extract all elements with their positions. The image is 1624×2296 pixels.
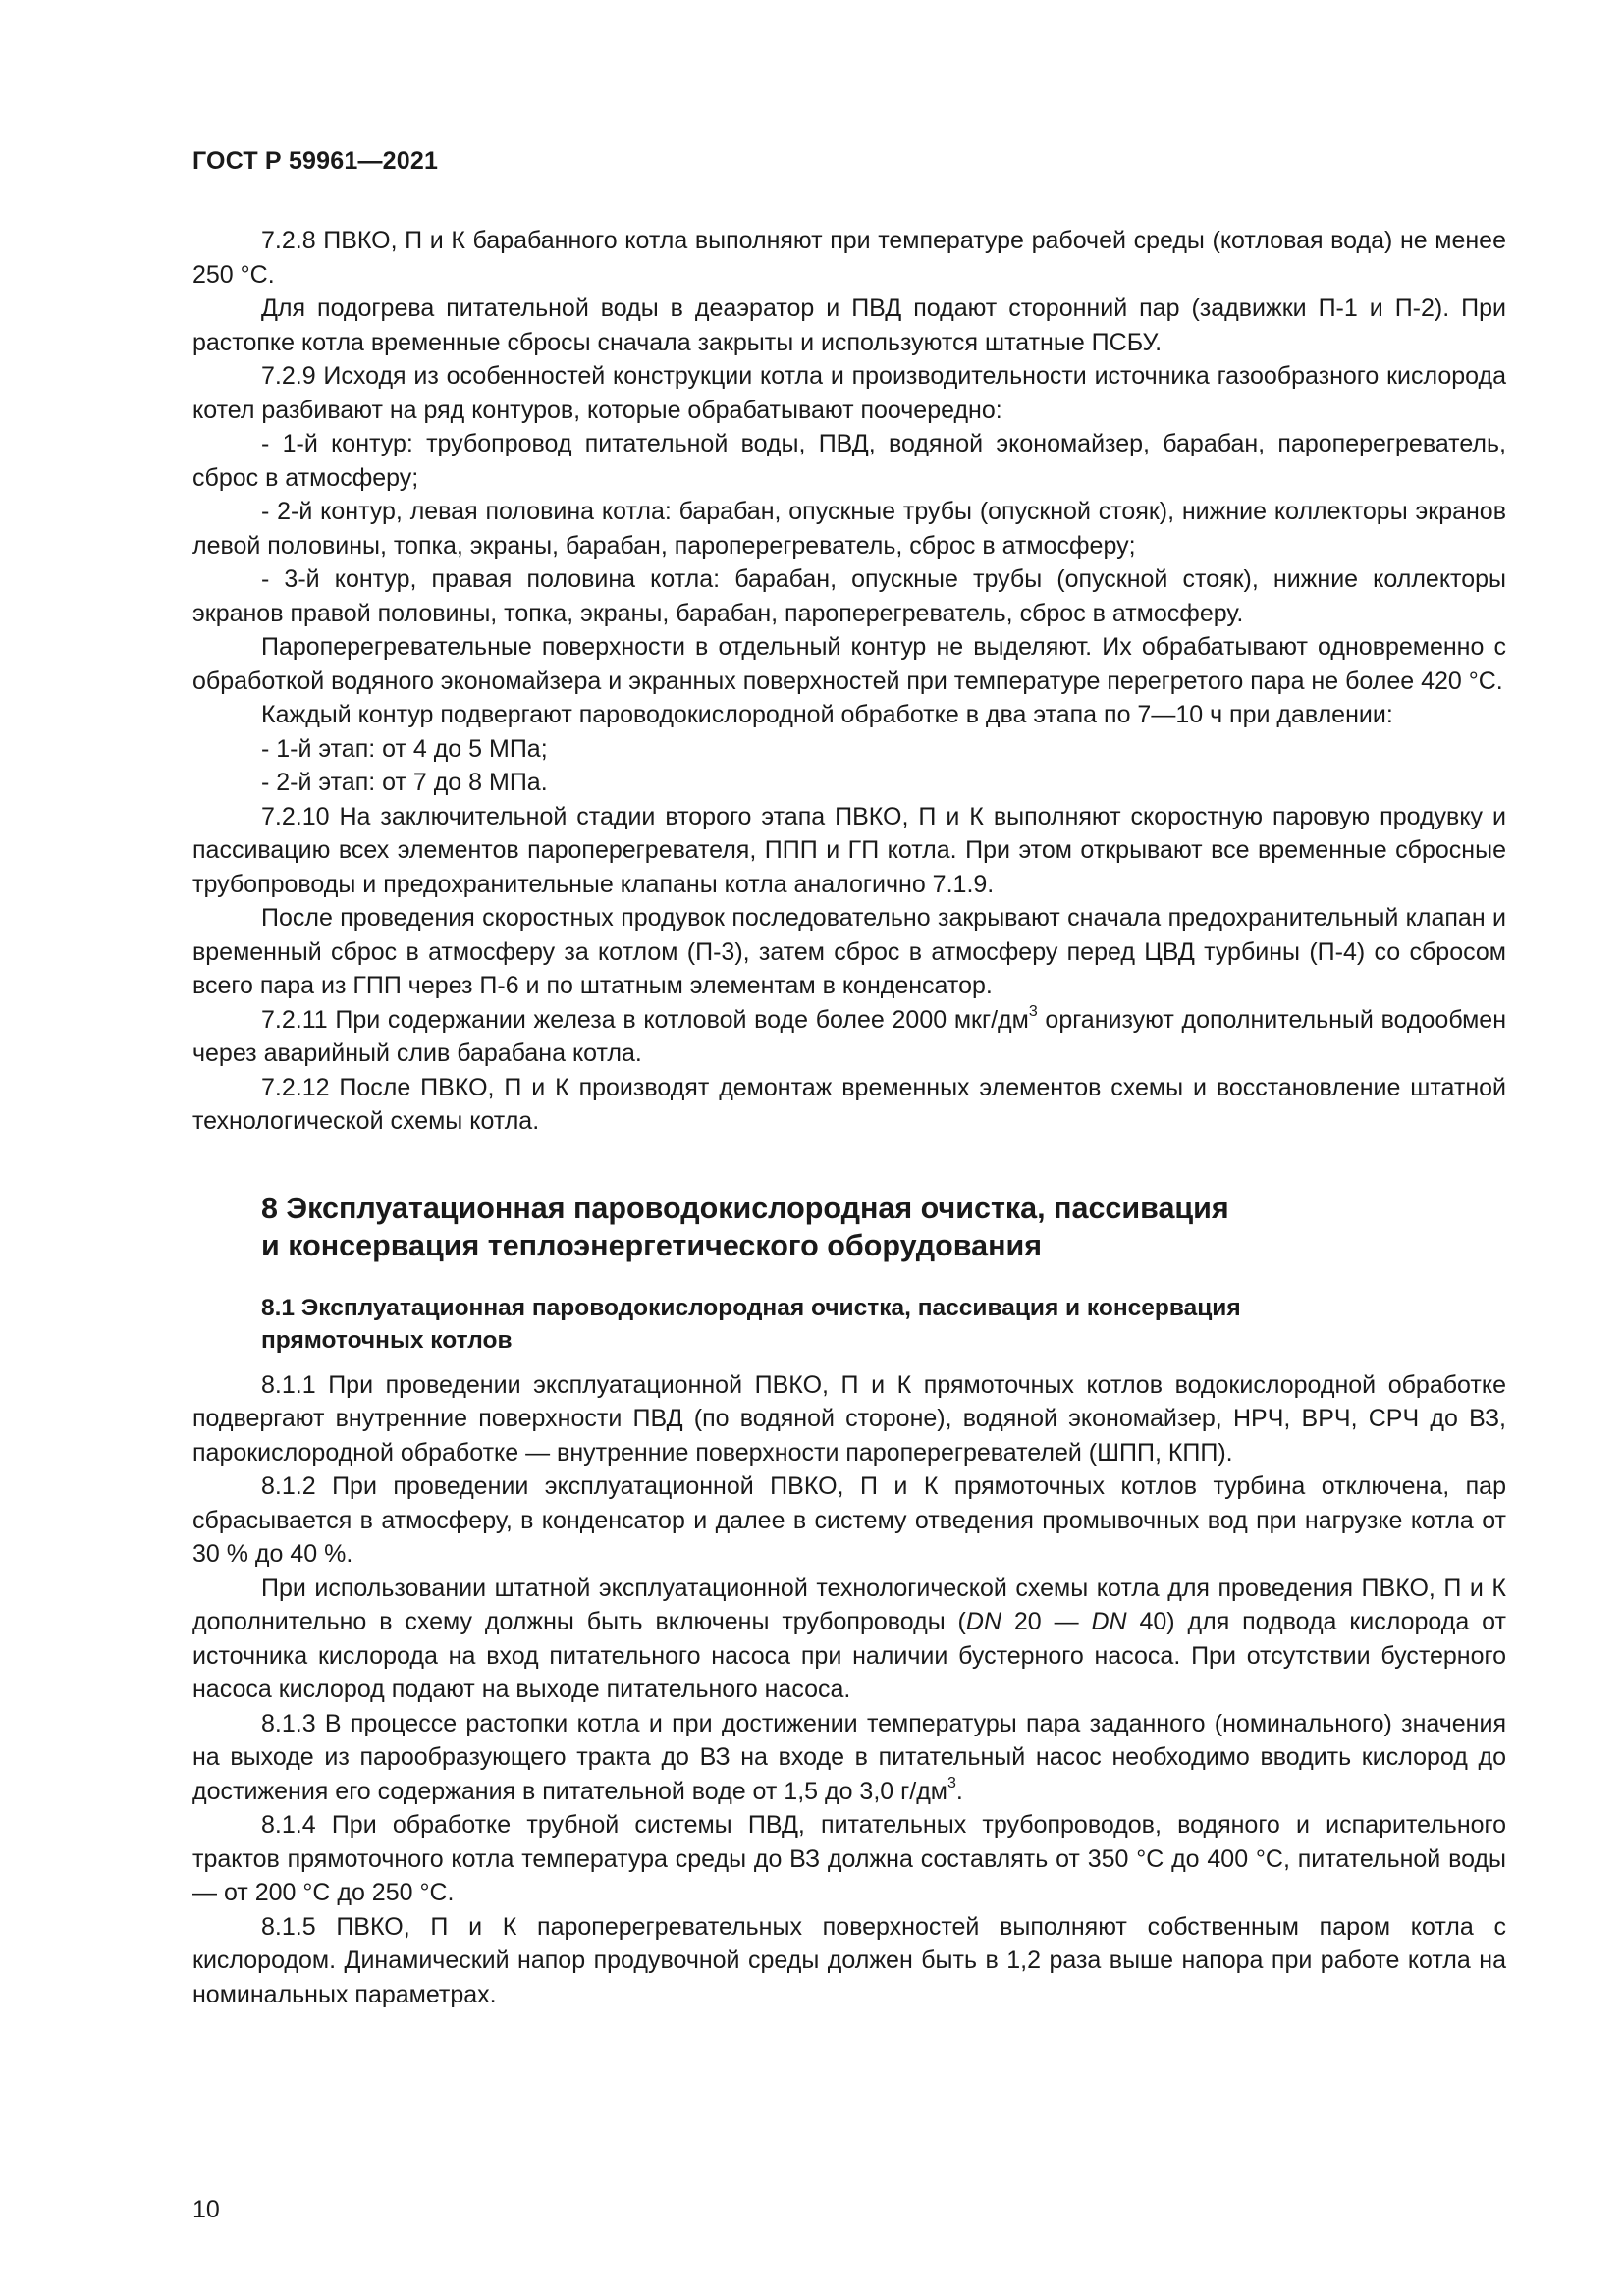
- heading-line-1: 8 Эксплуатационная пароводокислородная очистка, пассивация: [261, 1191, 1229, 1225]
- text-run: 8.1.3 В процессе растопки котла и при достижении температуры пара заданного (номинального) значения на выходе из парообразующего тракта до ВЗ на входе в питательный насос необходимо вводить кислород до достижения его содержания в питательной воде от 1,5 до 3,0 г/дм: [192, 1709, 1506, 1805]
- list-item-stage-1: - 1-й этап: от 4 до 5 МПа;: [261, 734, 548, 763]
- paragraph-8-1-3: [192, 1707, 1506, 1809]
- list-item-contour-3: - 3-й контур, правая половина котла: барабан, опускные трубы (опускной стояк), нижние коллекторы экранов правой половины, топка, экраны, барабан, пароперегреватель, сброс в атмосферу.: [192, 565, 1506, 627]
- text-run: 7.2.11 При содержании железа в котловой воде более 2000 мкг/дм: [261, 1005, 1029, 1034]
- page-number: 10: [192, 2196, 220, 2223]
- text-run: При использовании штатной эксплуатационной технологической схемы котла для проведения ПВКО, П и К дополнительно в схему должны быть включены трубопроводы (: [192, 1574, 1506, 1635]
- text-run: 40) для подвода кислорода от источника кислорода на вход питательного насоса при наличии бустерного насоса. При отсутствии бустерного насоса кислород подают на выходе питательного насоса.: [192, 1608, 1506, 1703]
- superscript: 3: [947, 1775, 956, 1792]
- heading-line-2: и консервация теплоэнергетического оборудования: [261, 1228, 1043, 1262]
- subheading-line-2: прямоточных котлов: [261, 1326, 513, 1354]
- paragraph-7-2-11: [192, 1003, 1506, 1071]
- superscript: 3: [1028, 1003, 1038, 1021]
- paragraph-superheater: Пароперегревательные поверхности в отдельный контур не выделяют. Их обрабатывают одновременно с обработкой водяного экономайзера и экранных поверхностей при температуре перегретого пара не более 420 °С.: [192, 633, 1506, 695]
- paragraph-8-1-5: 8.1.5 ПВКО, П и К пароперегревательных поверхностей выполняют собственным паром котла с кислородом. Динамический напор продувочной среды должен быть в 1,2 раза выше напора при работе котла на номинальных параметрах.: [192, 1912, 1506, 2008]
- paragraph-7-2-10-purge: После проведения скоростных продувок последовательно закрывают сначала предохранительный клапан и временный сброс в атмосферу за котлом (П-3), затем сброс в атмосферу перед ЦВД турбины (П-4) со сбросом всего пара из ГПП через П-6 и по штатным элементам в конденсатор.: [192, 904, 1506, 999]
- paragraph-8-1-4: 8.1.4 При обработке трубной системы ПВД, питательных трубопроводов, водяного и испарительного трактов прямоточного котла температура среды до ВЗ должна составлять от 350 °С до 400 °С, питательной воды — от 200 °С до 250 °С.: [192, 1811, 1506, 1906]
- paragraph-7-2-10: 7.2.10 На заключительной стадии второго этапа ПВКО, П и К выполняют скоростную паровую продувку и пассивацию всех элементов пароперегревателя, ППП и ГП котла. При этом открывают все временные сбросные трубопроводы и предохранительные клапаны котла аналогично 7.1.9.: [192, 802, 1506, 898]
- text-run: .: [955, 1777, 963, 1805]
- paragraph-7-2-8: 7.2.8 ПВКО, П и К барабанного котла выполняют при температуре рабочей среды (котловая вода) не менее 250 °С.: [192, 227, 1506, 289]
- paragraph-8-1-2: 8.1.2 При проведении эксплуатационной ПВКО, П и К прямоточных котлов турбина отключена, пар сбрасывается в атмосферу, в конденсатор и далее в систему отведения промывочных вод при нагрузке котла от 30 % до 40 %.: [192, 1472, 1506, 1568]
- paragraph-7-2-8-heating: Для подогрева питательной воды в деаэратор и ПВД подают сторонний пар (задвижки П-1 и П-2). При растопке котла временные сбросы сначала закрыты и используются штатные ПСБУ.: [192, 294, 1506, 356]
- section-8-1-heading: [261, 1292, 1506, 1357]
- standard-designation: ГОСТ Р 59961—2021: [192, 147, 439, 175]
- list-item-contour-1: - 1-й контур: трубопровод питательной воды, ПВД, водяной экономайзер, барабан, пароперегреватель, сброс в атмосферу;: [192, 430, 1506, 492]
- section-8-heading: [261, 1190, 1506, 1264]
- subheading-line-1: 8.1 Эксплуатационная пароводокислородная очистка, пассивация и консервация: [261, 1294, 1241, 1321]
- paragraph-8-1-1: 8.1.1 При проведении эксплуатационной ПВКО, П и К прямоточных котлов водокислородной обработке подвергают внутренние поверхности ПВД (по водяной стороне), водяной экономайзер, НРЧ, ВРЧ, СРЧ до ВЗ, парокислородной обработке — внутренние поверхности пароперегревателей (ШПП, КПП).: [192, 1370, 1506, 1467]
- italic-dn: DN: [1091, 1608, 1127, 1635]
- text-run: организуют дополнительный водообмен через аварийный слив барабана котла.: [192, 1005, 1506, 1067]
- paragraph-7-2-12: 7.2.12 После ПВКО, П и К производят демонтаж временных элементов схемы и восстановление штатной технологической схемы котла.: [192, 1073, 1506, 1135]
- paragraph-7-2-9: 7.2.9 Исходя из особенностей конструкции котла и производительности источника газообразного кислорода котел разбивают на ряд контуров, которые обрабатывают поочередно:: [192, 362, 1506, 424]
- list-item-contour-2: - 2-й контур, левая половина котла: барабан, опускные трубы (опускной стояк), нижние коллекторы экранов левой половины, топка, экраны, барабан, пароперегреватель, сброс в атмосферу;: [192, 498, 1506, 560]
- list-item-stage-2: - 2-й этап: от 7 до 8 МПа.: [261, 769, 548, 796]
- document-body: [192, 224, 1506, 2011]
- paragraph-8-1-2-pipelines: [192, 1572, 1506, 1707]
- italic-dn: DN: [965, 1608, 1001, 1635]
- text-run: 20 —: [1001, 1608, 1092, 1635]
- paragraph-stages: Каждый контур подвергают пароводокислородной обработке в два этапа по 7—10 ч при давлении:: [261, 701, 1393, 728]
